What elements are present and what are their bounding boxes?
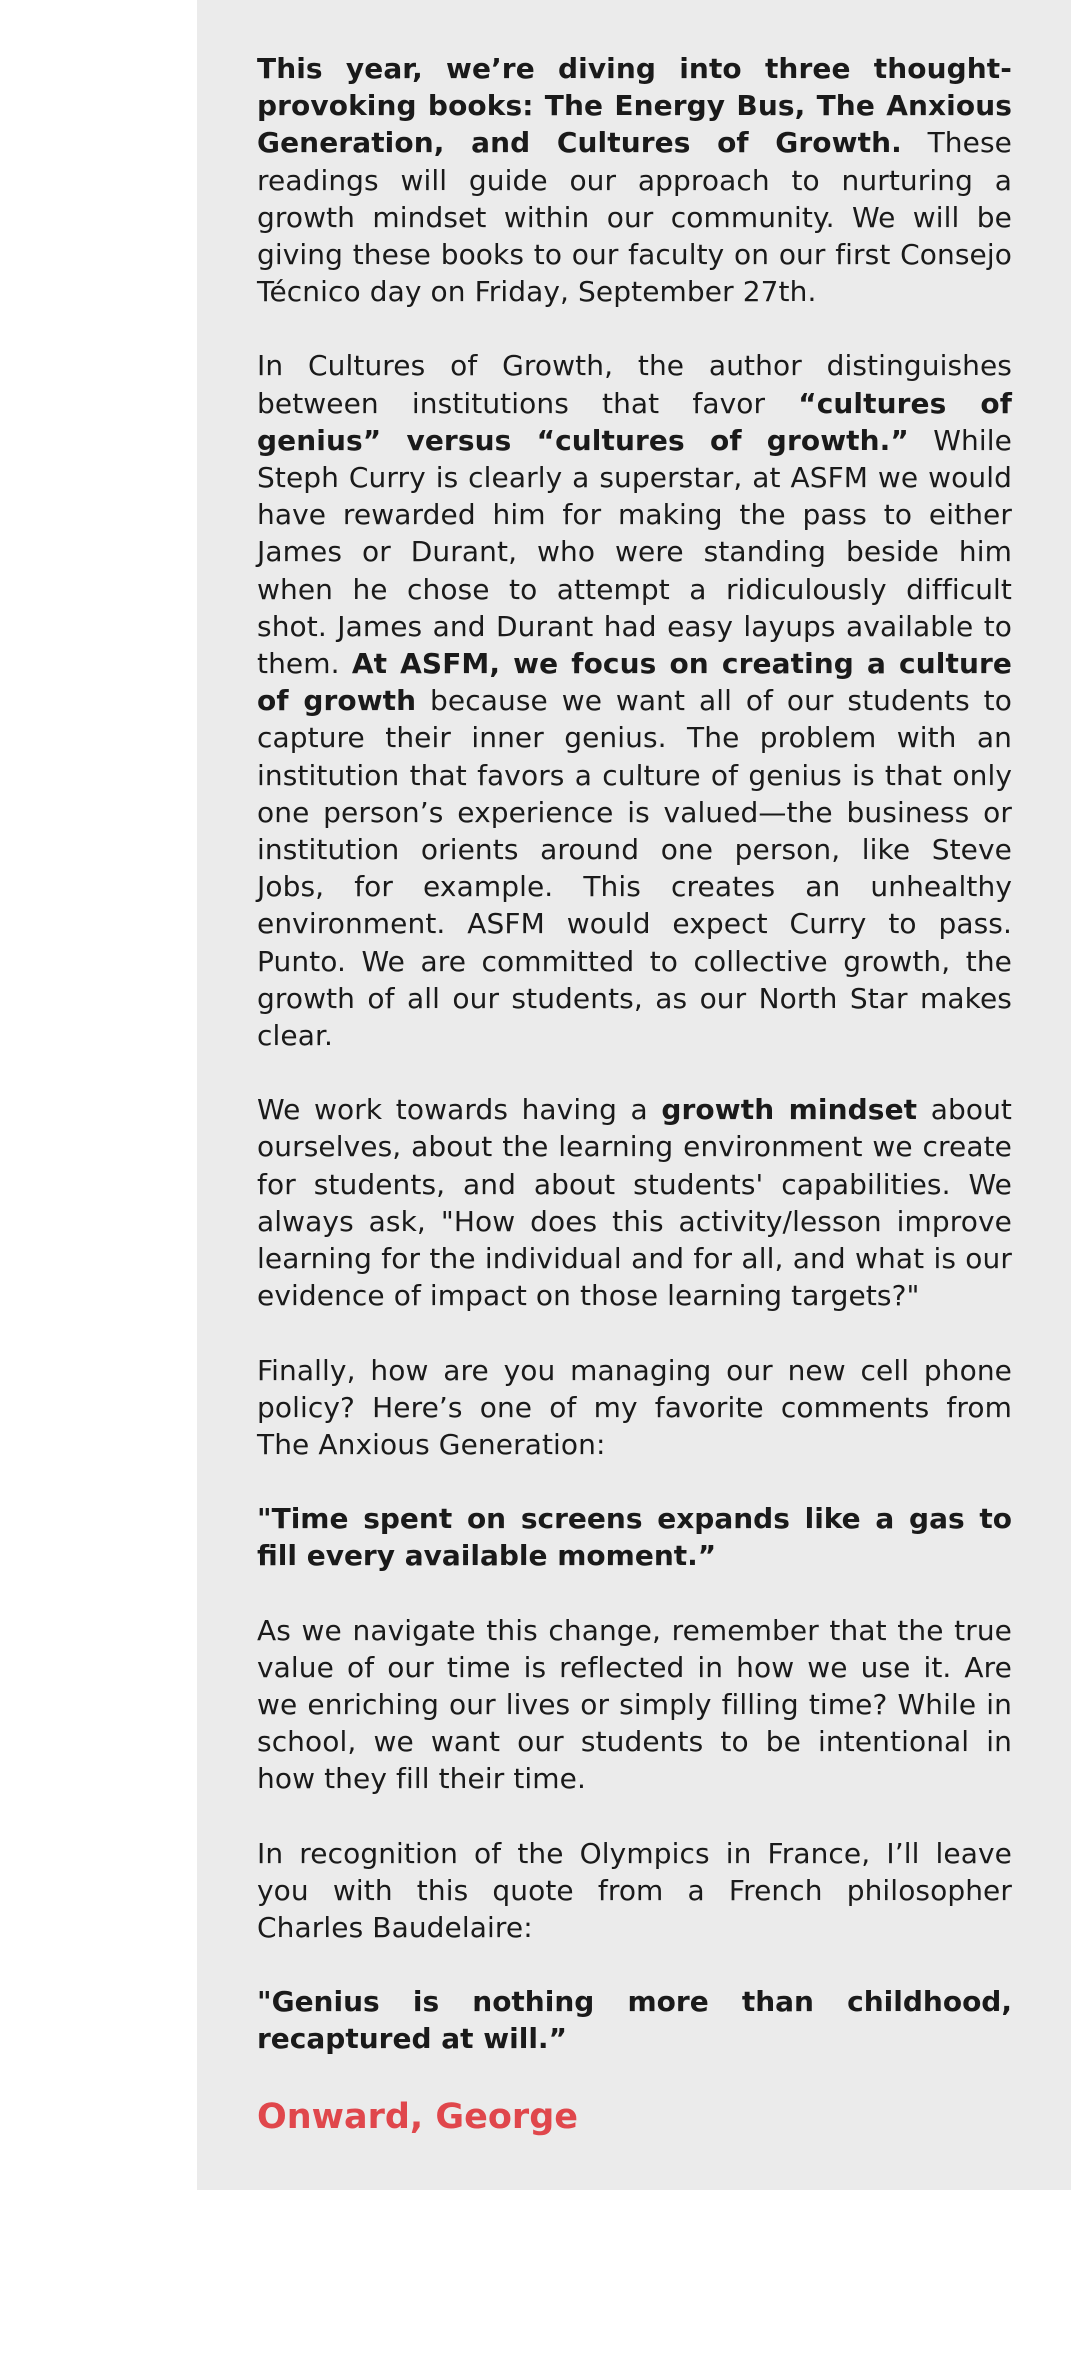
cultures-bold-2: At ASFM, we focus on creating a culture of growth bbox=[257, 647, 1012, 718]
cultures-bold-1: “cultures of genius” versus “cultures of growth.” bbox=[257, 386, 1012, 457]
mindset-text-1: We work towards having a bbox=[257, 1093, 662, 1127]
letter-content bbox=[257, 50, 1012, 2139]
mindset-text-2: about ourselves, about the learning environment we create for students, and about students' capabilities. We always ask, "How does this activity/lesson improve learning for the individual and for all, and what is our evidence of impact on those learning targets?" bbox=[257, 1093, 1012, 1313]
mindset-paragraph bbox=[257, 1091, 1012, 1314]
letter-panel bbox=[197, 0, 1071, 2190]
screens-quote: "Time spent on screens expands like a gas to fill every available moment.” bbox=[257, 1502, 1012, 1573]
mindset-bold: growth mindset bbox=[661, 1093, 918, 1127]
cultures-text-1: In Cultures of Growth, the author distinguishes between institutions that favor bbox=[257, 349, 1012, 420]
intro-paragraph bbox=[257, 50, 1012, 310]
phone-policy-paragraph: Finally, how are you managing our new cell phone policy? Here’s one of my favorite comments from The Anxious Generation: bbox=[257, 1353, 1012, 1461]
cultures-text-2: While Steph Curry is clearly a superstar, at ASFM we would have rewarded him for making the pass to either James or Durant, who were standing beside him when he chose to attempt a ridiculously difficult shot. James and Durant had easy layups available to them. bbox=[257, 423, 1012, 681]
time-paragraph: As we navigate this change, remember that the true value of our time is reflected in how we use it. Are we enriching our lives or simply filling time? While in school, we want our students to be intentional in how they fill their time. bbox=[257, 1613, 1012, 1796]
cultures-text-3: because we want all of our students to capture their inner genius. The problem with an institution that favors a culture of genius is that only one person’s experience is valued—the business or institution orients around one person, like Steve Jobs, for example. This creates an unhealthy environment. ASFM would expect Curry to pass. Punto. We are committed to collective growth, the growth of all our students, as our North Star makes clear. bbox=[257, 684, 1012, 1053]
olympics-paragraph: In recognition of the Olympics in France, I’ll leave you with this quote from a French philosopher Charles Baudelaire: bbox=[257, 1836, 1012, 1944]
cultures-paragraph bbox=[257, 347, 1012, 1054]
signoff: Onward, George bbox=[257, 2096, 578, 2137]
genius-quote: "Genius is nothing more than childhood, recaptured at will.” bbox=[257, 1985, 1012, 2056]
intro-text: These readings will guide our approach to nurturing a growth mindset within our community. We will be giving these books to our faculty on our first Consejo Técnico day on Friday, September 27th. bbox=[257, 126, 1012, 309]
intro-bold-text: This year, we’re diving into three thought-provoking books: The Energy Bus, The Anxious Generation, and Cultures of Growth. bbox=[257, 52, 1012, 160]
